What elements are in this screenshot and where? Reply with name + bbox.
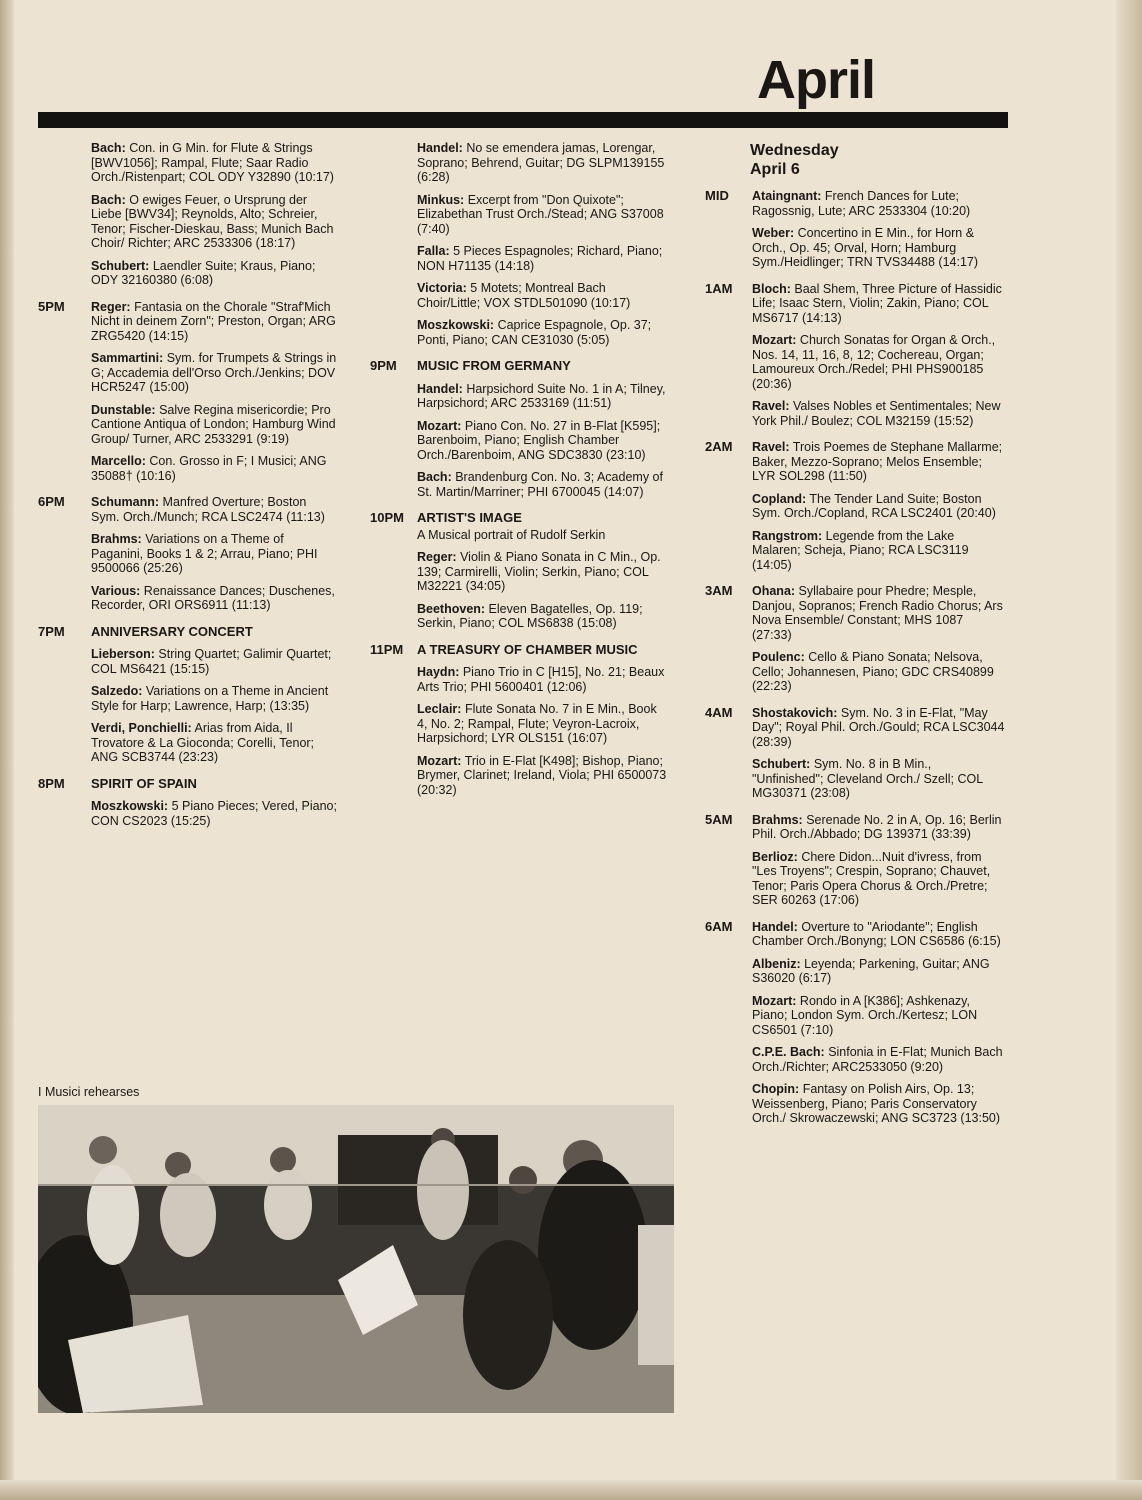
hour-entries (417, 511, 670, 639)
work-details: Baal Shem, Three Picture of Hassidic Life; Isaac Stern, Violin; Zakin, Piano; COL MS6717 (14:13) (752, 281, 1002, 325)
listing-entry (91, 141, 338, 185)
time-label: 1AM (705, 280, 733, 296)
composer-name: Mozart: (752, 993, 797, 1008)
work-details: Manfred Overture; Boston Sym. Orch./Munch; RCA LSC2474 (11:13) (91, 495, 325, 524)
listing-entry (752, 650, 1005, 694)
listing-entry (752, 1045, 1005, 1074)
composer-name: Beethoven: (417, 601, 486, 616)
program-title: ANNIVERSARY CONCERT (91, 623, 253, 639)
listing-entry (752, 920, 1005, 949)
hour-entries (91, 141, 338, 296)
work-details: Rondo in A [K386]; Ashkenazy, Piano; London Sym. Orch./Kertesz; LON CS6501 (7:10) (752, 993, 978, 1037)
listing-entry (752, 957, 1005, 986)
work-details: Syllabaire pour Phedre; Mesple, Danjou, Sopranos; French Radio Chorus; Ars Nova Ensemble/ Constant; MHS 1087 (27:33) (752, 584, 1003, 642)
listing-entry (91, 193, 338, 251)
listing-entry (752, 399, 1005, 428)
listing-entry (417, 665, 670, 694)
hour-entries (417, 643, 670, 806)
time-label: 5PM (38, 298, 65, 314)
composer-name: Chopin: (752, 1082, 800, 1096)
header-rule (38, 112, 1008, 128)
composer-name: Berlioz: (752, 849, 798, 864)
hour-block (705, 813, 1005, 916)
listing-entry (91, 300, 338, 344)
work-details: Sym. No. 8 in B Min., "Unfinished"; Cleveland Orch./ Szell; COL MG30371 (23:08) (752, 757, 983, 800)
composer-name: Bach: (91, 141, 126, 155)
work-details: 5 Motets; Montreal Bach Choir/Little; VOX STDL501090 (10:17) (417, 281, 631, 310)
listing-entry (91, 403, 338, 447)
work-details: Church Sonatas for Organ & Orch., Nos. 14, 11, 16, 8, 12; Cochereau, Organ; Lamoureux Orch./Redel; PHI PHS900185 (20:36) (752, 333, 996, 391)
rehearsal-photo (38, 1105, 674, 1413)
listing-entry (752, 994, 1005, 1038)
hour-entries (91, 777, 338, 837)
work-details: Renaissance Dances; Duschenes, Recorder, ORI ORS6911 (11:13) (91, 583, 335, 612)
program-title: ARTIST'S IMAGE (417, 510, 522, 525)
hour-block (38, 777, 338, 837)
composer-name: Shostakovich: (752, 705, 838, 720)
work-details: Chere Didon...Nuit d'ivress, from "Les Troyens"; Crespin, Soprano; Chauvet, Tenor; Paris Opera Chorus & Orch./Pretre; SER 60263 (17:06) (752, 849, 991, 907)
composer-name: Reger: (91, 299, 131, 314)
work-details: Fantasia on the Chorale "Straf'Mich Nicht in deinem Zorn"; Preston, Organ; ARG ZRG5420 (14:15) (91, 299, 336, 343)
hour-entries (417, 359, 670, 507)
composer-name: Schubert: (752, 757, 811, 771)
work-details: The Tender Land Suite; Boston Sym. Orch./Copland, RCA LSC2401 (20:40) (752, 491, 996, 520)
listing-entry (752, 584, 1005, 642)
composer-name: Brahms: (752, 812, 803, 827)
composer-name: Minkus: (417, 192, 465, 207)
listing-entry (752, 226, 1005, 270)
listing-entry (752, 333, 1005, 391)
hour-block (370, 141, 670, 355)
work-details: Harpsichord Suite No. 1 in A; Tilney, Harpsichord; ARC 2533169 (11:51) (417, 381, 666, 410)
time-label: 5AM (705, 811, 733, 827)
composer-name: Verdi, Ponchielli: (91, 721, 192, 735)
hour-block (370, 643, 670, 806)
composer-name: Rangstrom: (752, 528, 823, 543)
time-label: 6PM (38, 494, 65, 509)
work-details: Caprice Espagnole, Op. 37; Ponti, Piano; CAN CE31030 (5:05) (417, 318, 652, 347)
hour-block (705, 920, 1005, 1134)
composer-name: Mozart: (417, 418, 462, 433)
composer-name: Handel: (417, 381, 463, 396)
work-details: O ewiges Feuer, o Ursprung der Liebe [BWV34]; Reynolds, Alto; Schreier, Tenor; Fischer-Dieskau, Bass; Munich Bach Choir/ Richter; ARC 2533306 (18:17) (91, 192, 334, 250)
listing-entry (91, 684, 338, 713)
work-details: Brandenburg Con. No. 3; Academy of St. Martin/Marriner; PHI 6700045 (14:07) (417, 470, 663, 499)
composer-name: Poulenc: (752, 650, 805, 664)
listing-entry (752, 440, 1005, 484)
listing-entry (417, 470, 670, 499)
page-edge-right (1116, 0, 1142, 1500)
listing-entry (417, 141, 670, 185)
hour-entries (91, 300, 338, 492)
time-label (370, 141, 417, 355)
work-details: No se emendera jamas, Lorengar, Soprano; Behrend, Guitar; DG SLPM139155 (6:28) (417, 141, 665, 184)
composer-name: Mozart: (417, 753, 462, 768)
hour-block (705, 440, 1005, 580)
time-label: 7PM (38, 623, 65, 639)
listing-entry (91, 647, 338, 676)
composer-name: Ohana: (752, 584, 796, 598)
work-details: Serenade No. 2 in A, Op. 16; Berlin Phil. Orch./Abbado; DG 139371 (33:39) (752, 812, 1002, 841)
work-details: Sym. for Trumpets & Strings in G; Accademia dell'Orso Orch./Jenkins; DOV HCR5247 (15:00) (91, 351, 337, 394)
listing-entry (417, 754, 670, 798)
work-details: Sym. No. 3 in E-Flat, "May Day"; Royal Phil. Orch./Gould; RCA LSC3044 (28:39) (752, 705, 1005, 749)
day-heading (750, 141, 1005, 179)
work-details: 5 Piano Pieces; Vered, Piano; CON CS2023 (15:25) (91, 799, 337, 828)
schedule-column-2 (370, 141, 670, 805)
listing-entry (91, 799, 338, 828)
work-details: 5 Pieces Espagnoles; Richard, Piano; NON H71135 (14:18) (417, 244, 663, 273)
composer-name: Salzedo: (91, 684, 143, 698)
schedule-column-1 (38, 141, 338, 836)
page-edge-left (0, 0, 14, 1500)
time-label: 3AM (705, 583, 733, 598)
hour-entries (417, 141, 670, 355)
composer-name: Lieberson: (91, 647, 155, 661)
program-title: MUSIC FROM GERMANY (417, 358, 571, 373)
composer-name: Handel: (417, 141, 463, 155)
composer-name: Mozart: (752, 333, 797, 347)
page-edge-bottom (0, 1480, 1142, 1500)
program-title: A TREASURY OF CHAMBER MUSIC (417, 641, 638, 657)
time-label (38, 141, 91, 296)
hour-entries (752, 920, 1005, 1134)
work-details: Variations on a Theme of Paganini, Books 1 & 2; Arrau, Piano; PHI 9500066 (25:26) (91, 532, 318, 575)
hour-entries (752, 813, 1005, 916)
photo-caption: I Musici rehearses (38, 1085, 140, 1099)
composer-name: Dunstable: (91, 402, 156, 417)
composer-name: Sammartini: (91, 351, 164, 365)
work-details: Salve Regina misericordie; Pro Cantione Antiqua of London; Hamburg Wind Group/ Turner, ARC 2533291 (9:19) (91, 402, 336, 446)
hour-block (705, 584, 1005, 702)
composer-name: Bach: (91, 192, 126, 207)
hour-entries (752, 440, 1005, 580)
composer-name: Haydn: (417, 665, 460, 679)
composer-name: Ravel: (752, 399, 790, 413)
month-heading: April (757, 50, 876, 110)
program-note: A Musical portrait of Rudolf Serkin (417, 527, 606, 542)
composer-name: C.P.E. Bach: (752, 1045, 825, 1059)
work-details: String Quartet; Galimir Quartet; COL MS6421 (15:15) (91, 647, 332, 676)
work-details: Violin & Piano Sonata in C Min., Op. 139; Carmirelli, Violin; Serkin, Piano; COL M32221 (34:05) (417, 550, 661, 593)
time-label: 4AM (705, 704, 733, 720)
work-details: Overture to "Ariodante"; English Chamber Orch./Bonyng; LON CS6586 (6:15) (752, 919, 1001, 948)
composer-name: Victoria: (417, 281, 467, 295)
listing-entry (91, 351, 338, 395)
work-details: Trois Poemes de Stephane Mallarme; Baker, Mezzo-Soprano; Melos Ensemble; LYR SOL298 (11:50) (752, 440, 1003, 483)
work-details: Con. in G Min. for Flute & Strings [BWV1056]; Rampal, Flute; Saar Radio Orch./Ristenpart; COL ODY Y32890 (10:17) (91, 141, 334, 184)
composer-name: Falla: (417, 244, 450, 258)
composer-name: Schumann: (91, 495, 160, 509)
work-details: Fantasy on Polish Airs, Op. 13; Weissenberg, Piano; Paris Conservatory Orch./ Skrowaczewski; ANG SC3723 (13:50) (752, 1082, 1001, 1125)
hour-block (705, 706, 1005, 809)
composer-name: Leclair: (417, 702, 462, 716)
listing-entry (417, 318, 670, 347)
listing-entry (91, 495, 338, 524)
work-details: Eleven Bagatelles, Op. 119; Serkin, Piano; COL MS6838 (15:08) (417, 601, 643, 630)
work-details: Cello & Piano Sonata; Nelsova, Cello; Johannesen, Piano; GDC CRS40899 (22:23) (752, 650, 994, 693)
work-details: Sinfonia in E-Flat; Munich Bach Orch./Richter; ARC2533050 (9:20) (752, 1045, 1003, 1074)
time-label: 8PM (38, 775, 65, 791)
composer-name: Schubert: (91, 258, 150, 273)
hour-entries (752, 706, 1005, 809)
listing-entry (417, 382, 670, 411)
hour-entries (91, 625, 338, 773)
listing-entry (91, 721, 338, 765)
hour-block (38, 625, 338, 773)
work-details: Concertino in E Min., for Horn & Orch., Op. 45; Orval, Horn; Hamburg Sym./Heidlinger; TRN TVS34488 (14:17) (752, 226, 979, 269)
hour-block (38, 300, 338, 492)
composer-name: Ravel: (752, 440, 790, 454)
hour-entries (752, 282, 1005, 437)
work-details: Piano Con. No. 27 in B-Flat [K595]; Barenboim, Piano; English Chamber Orch./Barenboim, ANG SDC3830 (23:10) (417, 418, 661, 462)
composer-name: Bloch: (752, 281, 791, 296)
composer-name: Moszkowski: (91, 799, 169, 813)
listing-entry (91, 454, 338, 483)
hour-block (38, 141, 338, 296)
hour-block (38, 495, 338, 621)
listing-entry (417, 602, 670, 631)
time-label: 10PM (370, 510, 404, 525)
composer-name: Various: (91, 583, 141, 598)
listing-entry (417, 550, 670, 594)
time-label: 2AM (705, 439, 733, 454)
work-details: Arias from Aida, Il Trovatore & La Gioconda; Corelli, Tenor; ANG SCB3744 (23:23) (91, 721, 315, 764)
listing-entry (417, 281, 670, 310)
time-label: MID (705, 188, 729, 203)
program-title: SPIRIT OF SPAIN (91, 775, 197, 791)
listing-entry (752, 813, 1005, 842)
work-details: Leyenda; Parkening, Guitar; ANG S36020 (6:17) (752, 956, 990, 985)
listing-entry (417, 193, 670, 237)
listing-entry (417, 244, 670, 273)
listing-entry (752, 492, 1005, 521)
time-label: 6AM (705, 918, 733, 934)
time-label: 9PM (370, 358, 397, 373)
day-name: Wednesday (750, 142, 839, 159)
hour-entries (752, 584, 1005, 702)
listing-entry (417, 419, 670, 463)
listing-entry (752, 282, 1005, 326)
hour-entries (91, 495, 338, 621)
work-details: Piano Trio in C [H15], No. 21; Beaux Arts Trio; PHI 5600401 (12:06) (417, 665, 665, 694)
work-details: Laendler Suite; Kraus, Piano; ODY 32160380 (6:08) (91, 258, 316, 287)
hour-entries (752, 189, 1005, 278)
listing-entry (752, 529, 1005, 573)
work-details: Con. Grosso in F; I Musici; ANG 35088† (10:16) (91, 454, 327, 483)
composer-name: Albeniz: (752, 956, 801, 971)
schedule-column-3 (705, 141, 1005, 1134)
composer-name: Moszkowski: (417, 318, 495, 332)
composer-name: Marcello: (91, 454, 146, 468)
work-details: Valses Nobles et Sentimentales; New York Phil./ Boulez; COL M32159 (15:52) (752, 399, 1001, 428)
work-details: Variations on a Theme in Ancient Style for Harp; Lawrence, Harp; (13:35) (91, 684, 329, 713)
time-label: 11PM (370, 641, 404, 657)
work-details: Legende from the Lake Malaren; Scheja, Piano; RCA LSC3119 (14:05) (752, 528, 969, 572)
hour-block (705, 189, 1005, 278)
listing-entry (752, 1082, 1005, 1126)
listing-entry (91, 259, 338, 288)
hour-block (705, 282, 1005, 437)
listing-entry (752, 850, 1005, 908)
composer-name: Handel: (752, 919, 798, 934)
day-date: April 6 (750, 161, 800, 178)
composer-name: Brahms: (91, 532, 142, 546)
hour-block (370, 511, 670, 639)
listing-entry (752, 706, 1005, 750)
composer-name: Reger: (417, 550, 457, 564)
composer-name: Weber: (752, 226, 795, 240)
composer-name: Copland: (752, 491, 807, 506)
listing-entry (417, 702, 670, 746)
listing-entry (752, 189, 1005, 218)
listing-entry (752, 757, 1005, 801)
hour-block (370, 359, 670, 507)
work-details: Excerpt from "Don Quixote"; Elizabethan Trust Orch./Stead; ANG S37008 (7:40) (417, 192, 664, 236)
work-details: Trio in E-Flat [K498]; Bishop, Piano; Brymer, Clarinet; Ireland, Viola; PHI 6500073 (20:32) (417, 753, 667, 797)
work-details: Flute Sonata No. 7 in E Min., Book 4, No. 2; Rampal, Flute; Veyron-Lacroix, Harpsichord; LYR OLS151 (16:07) (417, 702, 657, 745)
work-details: French Dances for Lute; Ragossnig, Lute; ARC 2533304 (10:20) (752, 189, 971, 218)
composer-name: Bach: (417, 470, 452, 484)
listing-entry (91, 532, 338, 576)
composer-name: Ataingnant: (752, 189, 822, 203)
listing-entry (91, 584, 338, 613)
